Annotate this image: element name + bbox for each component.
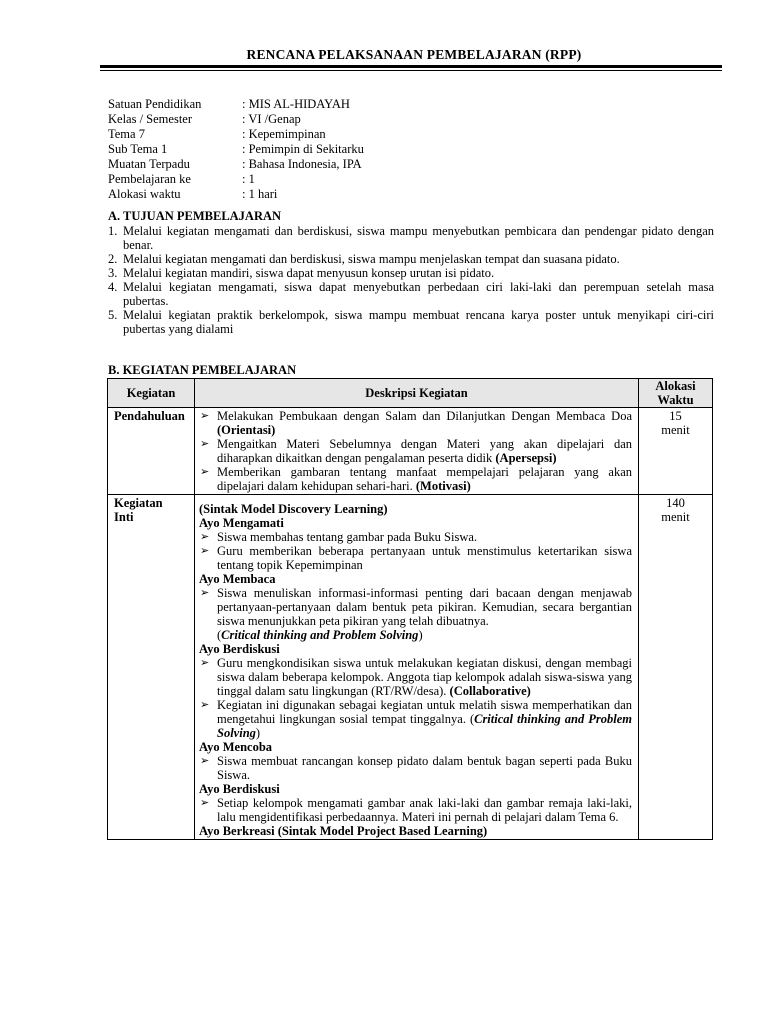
objective-number: 3.	[108, 266, 118, 280]
arrow-bullet-icon: ➢	[200, 587, 210, 599]
description-pendahuluan	[195, 408, 639, 495]
time-unit: menit	[661, 423, 690, 437]
list-item: ➢ Memberikan gambaran tentang manfaat mempelajari pelajaran yang akan dipelajari dalam kehidupan sehari-hari. (Motivasi)	[200, 465, 632, 493]
column-header-deskripsi: Deskripsi Kegiatan	[195, 379, 639, 408]
identity-value: : Pemimpin di Sekitarku	[242, 142, 364, 156]
subheading-mengamati: Ayo Mengamati	[199, 516, 284, 530]
objective-text: Melalui kegiatan mengamati dan berdiskusi, siswa mampu menjelaskan tempat dan suasana pidato.	[123, 252, 620, 266]
identity-value: : Kepemimpinan	[242, 127, 326, 141]
list-item: ➢ Melakukan Pembukaan dengan Salam dan Dilanjutkan Dengan Membaca Doa (Orientasi)	[200, 409, 632, 437]
identity-key: Alokasi waktu	[108, 187, 181, 201]
arrow-bullet-icon: ➢	[200, 545, 210, 557]
tag-critical-thinking: (Critical thinking and Problem Solving)	[217, 628, 423, 642]
identity-key: Sub Tema 1	[108, 142, 168, 156]
objective-number: 2.	[108, 252, 118, 266]
identity-value: : Bahasa Indonesia, IPA	[242, 157, 362, 171]
table-row-inti	[108, 495, 713, 840]
arrow-bullet-icon: ➢	[200, 466, 210, 478]
title-rule-thick	[100, 65, 722, 68]
objective-item	[108, 308, 714, 336]
objective-number: 5.	[108, 308, 118, 322]
objective-text: Melalui kegiatan mengamati dan berdiskusi, siswa mampu menyebutkan pembicara dan pendengar pidato dengan benar.	[123, 224, 714, 252]
phase-inti: Kegiatan Inti	[108, 495, 195, 840]
title-rule-thin	[100, 70, 722, 71]
identity-row	[108, 127, 364, 142]
list-item: ➢ Siswa membuat rancangan konsep pidato dalam bentuk bagan seperti pada Buku Siswa.	[200, 754, 632, 782]
identity-key: Satuan Pendidikan	[108, 97, 202, 111]
identity-table	[108, 97, 364, 202]
objective-item	[108, 280, 714, 308]
activities-table	[107, 378, 713, 840]
time-pendahuluan	[639, 408, 713, 495]
objective-text: Melalui kegiatan mengamati, siswa dapat menyebutkan perbedaan ciri laki-laki dan perempuan setelah masa pubertas.	[123, 280, 714, 308]
objective-item	[108, 224, 714, 252]
identity-value: : 1 hari	[242, 187, 278, 201]
description-inti	[195, 495, 639, 840]
identity-row	[108, 172, 364, 187]
list-item: ➢ Siswa menuliskan informasi-informasi penting dari bacaan dengan menjawab pertanyaan-pertanyaan dalam bentuk peta pikiran. Kemudian, secara bergantian siswa menunjukkan peta pikiran yang telah dibuatnya.	[200, 586, 632, 628]
identity-row	[108, 142, 364, 157]
document-title: RENCANA PELAKSANAAN PEMBELAJARAN (RPP)	[246, 47, 582, 62]
identity-value: : VI /Genap	[242, 112, 301, 126]
arrow-bullet-icon: ➢	[200, 657, 210, 669]
column-header-alokasi: Alokasi Waktu	[639, 379, 713, 408]
identity-row	[108, 157, 364, 172]
arrow-bullet-icon: ➢	[200, 755, 210, 767]
list-item: ➢ Siswa membahas tentang gambar pada Buku Siswa.	[200, 530, 478, 544]
objective-number: 1.	[108, 224, 118, 238]
subheading-berdiskusi: Ayo Berdiskusi	[199, 642, 280, 656]
time-value: 15	[669, 409, 682, 423]
list-item: ➢ Guru mengkondisikan siswa untuk melakukan kegiatan diskusi, dengan membagi siswa dalam beberapa kelompok. Anggota tiap kelompok adalah siswa-siswa yang tinggal dalam satu lingkungan (RT/RW/desa). (Collaborative)	[200, 656, 632, 698]
objective-item	[108, 252, 714, 266]
identity-row	[108, 112, 364, 127]
list-item: ➢ Kegiatan ini digunakan sebagai kegiatan untuk melatih siswa memperhatikan dan mengetahui lingkungan sosial tempat tinggalnya. (Critical thinking and Problem Solving)	[200, 698, 632, 740]
objective-text: Melalui kegiatan praktik berkelompok, siswa mampu membuat rencana karya poster untuk menyikapi ciri-ciri pubertas yang dialami	[123, 308, 714, 336]
objective-item	[108, 266, 714, 280]
arrow-bullet-icon: ➢	[200, 797, 210, 809]
identity-key: Tema 7	[108, 127, 145, 141]
arrow-bullet-icon: ➢	[200, 410, 210, 422]
list-item: ➢ Setiap kelompok mengamati gambar anak laki-laki dan gambar remaja laki-laki, lalu mengidentifikasi perbedaannya. Materi ini pernah di pelajari dalam Tema 6.	[200, 796, 632, 824]
identity-key: Muatan Terpadu	[108, 157, 190, 171]
identity-value: : MIS AL-HIDAYAH	[242, 97, 350, 111]
subheading-mencoba: Ayo Mencoba	[199, 740, 273, 754]
subheading-membaca: Ayo Membaca	[199, 572, 276, 586]
section-b-heading: B. KEGIATAN PEMBELAJARAN	[108, 363, 297, 377]
table-row-pendahuluan	[108, 408, 713, 495]
list-item: ➢ Guru memberikan beberapa pertanyaan untuk menstimulus ketertarikan siswa tentang topik Kepemimpinan	[200, 544, 632, 572]
syntax-label: (Sintak Model Discovery Learning)	[199, 502, 388, 516]
identity-key: Pembelajaran ke	[108, 172, 191, 186]
list-item: ➢ Mengaitkan Materi Sebelumnya dengan Materi yang akan dipelajari dan diharapkan dikaitkan dengan pengalaman peserta didik (Apersepsi)	[200, 437, 632, 465]
objective-text: Melalui kegiatan mandiri, siswa dapat menyusun konsep urutan isi pidato.	[123, 266, 495, 280]
subheading-berdiskusi-2: Ayo Berdiskusi	[199, 782, 280, 796]
arrow-bullet-icon: ➢	[200, 531, 210, 543]
time-value: 140	[666, 496, 685, 510]
objectives-list	[108, 224, 714, 336]
identity-row	[108, 187, 364, 202]
arrow-bullet-icon: ➢	[200, 438, 210, 450]
arrow-bullet-icon: ➢	[200, 699, 210, 711]
objective-number: 4.	[108, 280, 118, 294]
time-inti	[639, 495, 713, 840]
subheading-berkreasi: Ayo Berkreasi (Sintak Model Project Based Learning)	[199, 824, 488, 838]
phase-pendahuluan: Pendahuluan	[108, 408, 195, 495]
identity-row	[108, 97, 364, 112]
time-unit: menit	[661, 510, 690, 524]
section-a-heading: A. TUJUAN PEMBELAJARAN	[108, 209, 282, 223]
identity-key: Kelas / Semester	[108, 112, 193, 126]
column-header-kegiatan: Kegiatan	[108, 379, 195, 408]
identity-value: : 1	[242, 172, 255, 186]
